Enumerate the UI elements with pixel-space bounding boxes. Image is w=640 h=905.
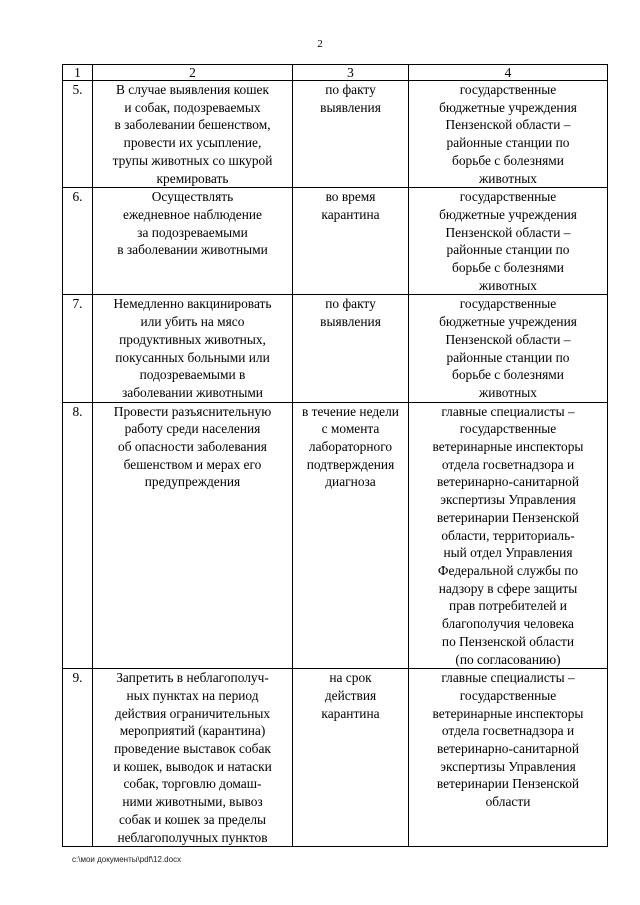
row-number: 8. (63, 402, 93, 669)
action-cell: Запретить в неблагополуч- ных пунктах на период действия ограничительных мероприятий (карантина) проведение выставок собак и кошек, выводок и натаски собак, торговлю домаш- ними животными, вывоз собак и кошек за пределы неблагополучных пунктов (93, 669, 293, 847)
responsible-cell: главные специалисты – государственные ветеринарные инспекторы отдела госветнадзора и ветеринарно-санитарной экспертизы Управления ветеринарии Пензенской области (409, 669, 608, 847)
header-cell-1: 1 (63, 65, 93, 81)
action-cell: В случае выявления кошек и собак, подозреваемых в заболевании бешенством, провести их усыпление, трупы животных со шкурой кремировать (93, 81, 293, 188)
term-cell: по факту выявления (293, 81, 409, 188)
header-cell-4: 4 (409, 65, 608, 81)
term-cell: в течение недели с момента лабораторного подтверждения диагноза (293, 402, 409, 669)
row-number: 7. (63, 295, 93, 402)
row-number: 6. (63, 188, 93, 295)
responsible-cell: государственные бюджетные учреждения Пензенской области – районные станции по борьбе с болезнями животных (409, 81, 608, 188)
header-cell-3: 3 (293, 65, 409, 81)
responsible-cell: государственные бюджетные учреждения Пензенской области – районные станции по борьбе с болезнями животных (409, 188, 608, 295)
action-cell: Провести разъяснительную работу среди населения об опасности заболевания бешенством и мерах его предупреждения (93, 402, 293, 669)
table-row (63, 669, 608, 847)
row-number: 5. (63, 81, 93, 188)
page-number: 2 (317, 38, 323, 50)
row-number: 9. (63, 669, 93, 847)
table-row (63, 402, 608, 669)
table-row (63, 81, 608, 188)
header-cell-2: 2 (93, 65, 293, 81)
table-header-row (63, 65, 608, 81)
action-cell: Немедленно вакцинировать или убить на мясо продуктивных животных, покусанных больными или подозреваемыми в заболевании животными (93, 295, 293, 402)
table-row (63, 295, 608, 402)
term-cell: по факту выявления (293, 295, 409, 402)
term-cell: на срок действия карантина (293, 669, 409, 847)
footer-file-path: c:\мои документы\pdf\12.docx (72, 855, 182, 864)
responsible-cell: государственные бюджетные учреждения Пензенской области – районные станции по борьбе с болезнями животных (409, 295, 608, 402)
term-cell: во время карантина (293, 188, 409, 295)
responsible-cell: главные специалисты – государственные ветеринарные инспекторы отдела госветнадзора и ветеринарно-санитарной экспертизы Управления ветеринарии Пензенской области, территориаль- ный отдел Управления Федеральной службы по надзору в сфере защиты прав потребителей и благополучия человека по Пензенской области (по согласованию) (409, 402, 608, 669)
action-cell: Осуществлять ежедневное наблюдение за подозреваемыми в заболевании животными (93, 188, 293, 295)
measures-table (62, 64, 608, 847)
table-row (63, 188, 608, 295)
